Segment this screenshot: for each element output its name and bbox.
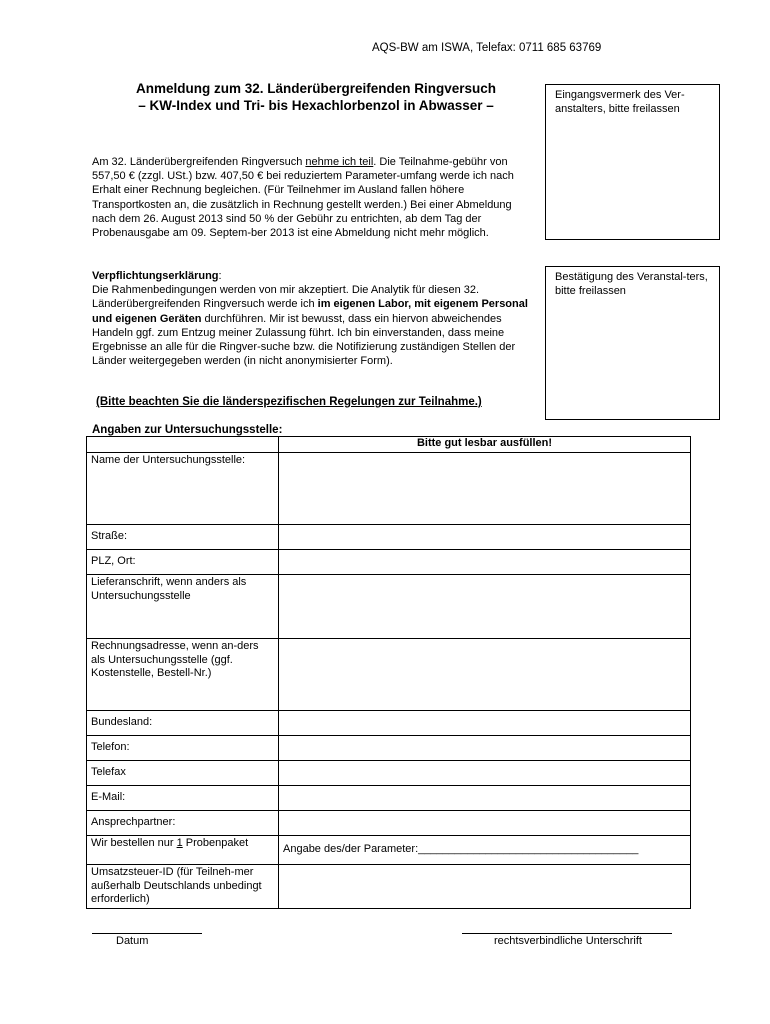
table-row xyxy=(87,575,691,639)
contact-person-label: Ansprechpartner: xyxy=(87,811,279,836)
email-field[interactable] xyxy=(279,786,691,811)
table-row xyxy=(87,639,691,711)
obligation-text-bold: im eigenen Labor, mit eigenem Personal und eigenen Geräten xyxy=(92,298,528,325)
table-row xyxy=(87,550,691,575)
signature-label: rechtsverbindliche Unterschrift xyxy=(494,935,642,947)
delivery-address-label: Lieferanschrift, wenn anders als Untersuchungsstelle xyxy=(87,575,279,639)
intro-underlined-text: nehme ich teil xyxy=(305,156,374,168)
form-header-row xyxy=(87,437,691,453)
date-label: Datum xyxy=(116,935,149,947)
intro-text-start: Am 32. Länderübergreifenden Ringversuch xyxy=(92,156,306,168)
form-title-line2: – KW-Index und Tri- bis Hexachlorbenzol in Abwasser – xyxy=(138,98,494,113)
signature-line xyxy=(462,933,672,934)
zip-city-field[interactable] xyxy=(279,550,691,575)
table-row xyxy=(87,865,691,909)
delivery-address-field[interactable] xyxy=(279,575,691,639)
bestaetigung-box xyxy=(545,266,720,420)
obligation-paragraph xyxy=(92,269,532,368)
regional-rules-notice: (Bitte beachten Sie die länderspezifischen Regelungen zur Teilnahme.) xyxy=(96,396,482,408)
contact-person-field[interactable] xyxy=(279,811,691,836)
street-field[interactable] xyxy=(279,525,691,550)
table-row xyxy=(87,525,691,550)
vat-id-label: Umsatzsteuer-ID (für Teilneh-mer außerhalb Deutschlands unbedingt erforderlich) xyxy=(87,865,279,909)
form-header-left xyxy=(87,437,279,453)
intro-paragraph xyxy=(92,155,532,240)
email-label: E-Mail: xyxy=(87,786,279,811)
zip-city-label: PLZ, Ort: xyxy=(87,550,279,575)
date-line xyxy=(92,933,202,934)
bestaetigung-label: Bestätigung des Veranstal-ters, bitte freilassen xyxy=(555,271,708,297)
eingangsvermerk-box xyxy=(545,84,720,240)
obligation-text-rest: durchführen. Mir ist bewusst, dass ein hiervon abweichendes Handeln ggf. zum Entzug meiner Zulassung führt. Ich bin einverstanden, dass meine Ergebnisse an alle für die Ringver-suche bzw. die Notifizierung zuständigen Stellen der Länder weitergegeben werden (in nicht anonymisierter Form). xyxy=(92,312,516,368)
street-label: Straße: xyxy=(87,525,279,550)
name-label: Name der Untersuchungsstelle: xyxy=(87,453,279,525)
form-title xyxy=(96,80,536,114)
name-field[interactable] xyxy=(279,453,691,525)
phone-field[interactable] xyxy=(279,736,691,761)
billing-address-label: Rechnungsadresse, wenn an-ders als Untersuchungsstelle (ggf. Kostenstelle, Bestell-Nr.) xyxy=(87,639,279,711)
table-row xyxy=(87,736,691,761)
eingangsvermerk-label: Eingangsvermerk des Ver-anstalters, bitte freilassen xyxy=(555,89,685,115)
order-label-start: Wir bestellen nur xyxy=(91,837,177,849)
table-row xyxy=(87,453,691,525)
table-row xyxy=(87,711,691,736)
fax-field[interactable] xyxy=(279,761,691,786)
table-row xyxy=(87,786,691,811)
order-label-end: Probenpaket xyxy=(182,837,249,849)
order-label xyxy=(87,836,279,865)
intro-text-rest: . Die Teilnahme-gebühr von 557,50 € (zzgl. USt.) bzw. 407,50 € bei reduziertem Parameter-umfang werde ich nach Erhalt einer Rechnung begleichen. (Für Teilnehmer im Ausland fallen höhere Transportkosten an, die zusätzlich in Rechnung gestellt werden.) Bei einer Abmeldung nach dem 26. August 2013 sind 50 % der Gebühr zu entrichten, ab dem Tag der Probenausgabe am 09. Septem-ber 2013 ist eine Abmeldung nicht mehr möglich. xyxy=(92,156,514,240)
form-header-right: Bitte gut lesbar ausfüllen! xyxy=(279,437,691,453)
fax-label: Telefax xyxy=(87,761,279,786)
header-fax-line: AQS-BW am ISWA, Telefax: 0711 685 63769 xyxy=(372,42,602,54)
registration-form-table xyxy=(86,436,691,909)
state-field[interactable] xyxy=(279,711,691,736)
obligation-heading: Verpflichtungserklärung xyxy=(92,270,219,282)
obligation-text-start: Die Rahmenbedingungen werden von mir akzeptiert. Die Analytik für diesen 32. Länderübergreifenden Ringversuch werde ich xyxy=(92,284,480,311)
billing-address-field[interactable] xyxy=(279,639,691,711)
state-label: Bundesland: xyxy=(87,711,279,736)
table-row xyxy=(87,761,691,786)
order-label-number: 1 xyxy=(176,837,183,849)
vat-id-field[interactable] xyxy=(279,865,691,909)
parameter-field[interactable]: Angabe des/der Parameter:____________________________________ xyxy=(279,836,691,865)
form-title-line1: Anmeldung zum 32. Länderübergreifenden Ringversuch xyxy=(135,81,497,96)
phone-label: Telefon: xyxy=(87,736,279,761)
table-row xyxy=(87,811,691,836)
table-row xyxy=(87,836,691,865)
obligation-colon: : xyxy=(218,270,222,282)
section-heading: Angaben zur Untersuchungsstelle: xyxy=(92,424,283,436)
